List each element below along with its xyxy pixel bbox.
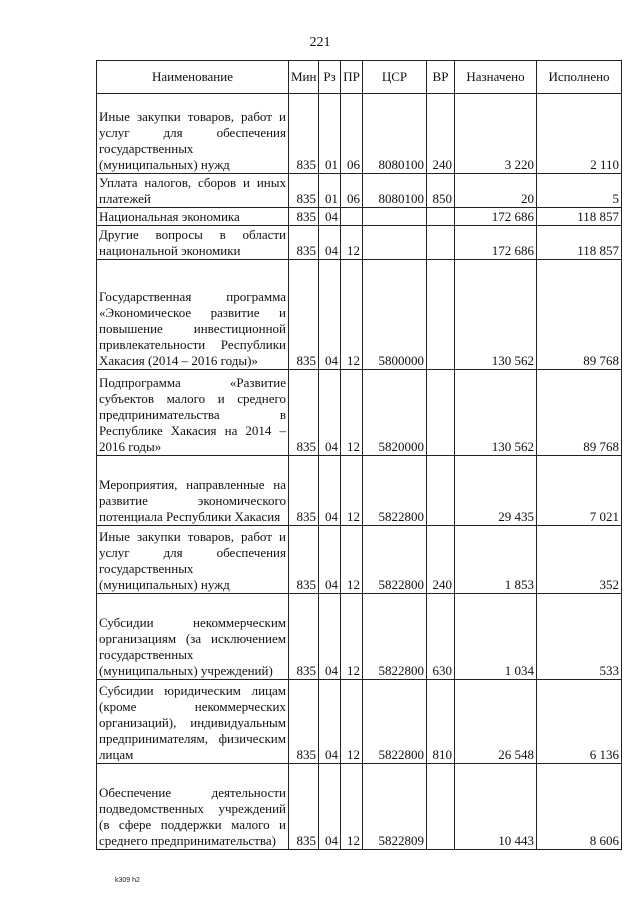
cell-vr: [427, 456, 455, 526]
cell-assigned: 29 435: [455, 456, 537, 526]
header-pr: ПР: [341, 61, 363, 94]
page-number: 221: [309, 35, 331, 50]
table-row: [97, 680, 622, 764]
cell-rz: 01: [319, 94, 341, 174]
cell-executed: 533: [537, 594, 622, 680]
cell-vr: 850: [427, 174, 455, 208]
cell-executed: 6 136: [537, 680, 622, 764]
cell-rz: 04: [319, 456, 341, 526]
cell-rz: 04: [319, 764, 341, 850]
cell-rz: 04: [319, 260, 341, 370]
cell-csr: [363, 208, 427, 226]
cell-pr: [341, 208, 363, 226]
header-csr: ЦСР: [363, 61, 427, 94]
table-header-row: [97, 61, 622, 94]
cell-min: 835: [289, 174, 319, 208]
cell-vr: [427, 764, 455, 850]
cell-csr: 5800000: [363, 260, 427, 370]
cell-assigned: 20: [455, 174, 537, 208]
cell-assigned: 1 034: [455, 594, 537, 680]
cell-min: 835: [289, 680, 319, 764]
header-assigned: Назначено: [455, 61, 537, 94]
cell-executed: 118 857: [537, 208, 622, 226]
cell-pr: 12: [341, 260, 363, 370]
cell-vr: [427, 208, 455, 226]
cell-rz: 01: [319, 174, 341, 208]
cell-assigned: 130 562: [455, 370, 537, 456]
cell-executed: 89 768: [537, 370, 622, 456]
table-row: [97, 208, 622, 226]
table-row: [97, 174, 622, 208]
cell-assigned: 10 443: [455, 764, 537, 850]
cell-executed: 89 768: [537, 260, 622, 370]
cell-csr: 5822800: [363, 456, 427, 526]
cell-assigned: 3 220: [455, 94, 537, 174]
header-executed: Исполнено: [537, 61, 622, 94]
cell-min: 835: [289, 208, 319, 226]
cell-rz: 04: [319, 370, 341, 456]
cell-name: Обеспечение деятельности подведомственных учреждений (в сфере поддержки малого и среднего предпринимательства): [97, 764, 289, 850]
cell-executed: 352: [537, 526, 622, 594]
cell-vr: [427, 260, 455, 370]
cell-name: Национальная экономика: [97, 208, 289, 226]
table-row: [97, 526, 622, 594]
cell-min: 835: [289, 370, 319, 456]
cell-pr: 12: [341, 594, 363, 680]
table-row: [97, 594, 622, 680]
cell-pr: 12: [341, 526, 363, 594]
header-name: Наименование: [97, 61, 289, 94]
cell-assigned: 26 548: [455, 680, 537, 764]
cell-name: Субсидии некоммерческим организациям (за исключением государственных (муниципальных) учреждений): [97, 594, 289, 680]
cell-csr: 5822800: [363, 526, 427, 594]
cell-assigned: 172 686: [455, 226, 537, 260]
cell-vr: 240: [427, 526, 455, 594]
cell-assigned: 130 562: [455, 260, 537, 370]
cell-assigned: 1 853: [455, 526, 537, 594]
table-row: [97, 260, 622, 370]
cell-executed: 7 021: [537, 456, 622, 526]
cell-vr: [427, 370, 455, 456]
cell-pr: 12: [341, 370, 363, 456]
cell-csr: 5822800: [363, 680, 427, 764]
header-rz: Рз: [319, 61, 341, 94]
cell-pr: 12: [341, 680, 363, 764]
cell-min: 835: [289, 456, 319, 526]
header-vr: ВР: [427, 61, 455, 94]
cell-rz: 04: [319, 526, 341, 594]
cell-csr: 8080100: [363, 174, 427, 208]
cell-vr: 240: [427, 94, 455, 174]
header-min: Мин: [289, 61, 319, 94]
cell-executed: 2 110: [537, 94, 622, 174]
table-row: [97, 370, 622, 456]
table-row: [97, 94, 622, 174]
cell-vr: 810: [427, 680, 455, 764]
cell-vr: [427, 226, 455, 260]
cell-rz: 04: [319, 680, 341, 764]
cell-executed: 118 857: [537, 226, 622, 260]
cell-min: 835: [289, 764, 319, 850]
table-row: [97, 456, 622, 526]
cell-name: Уплата налогов, сборов и иных платежей: [97, 174, 289, 208]
cell-pr: 06: [341, 174, 363, 208]
cell-vr: 630: [427, 594, 455, 680]
table-row: [97, 764, 622, 850]
cell-executed: 8 606: [537, 764, 622, 850]
cell-rz: 04: [319, 208, 341, 226]
cell-min: 835: [289, 260, 319, 370]
cell-name: Иные закупки товаров, работ и услуг для обеспечения государственных (муниципальных) нужд: [97, 94, 289, 174]
footer-code: k309 h2: [115, 877, 140, 884]
cell-min: 835: [289, 594, 319, 680]
cell-name: Государственная программа «Экономическое развитие и повышение инвестиционной привлекательности Республики Хакасия (2014 – 2016 годы)»: [97, 260, 289, 370]
cell-csr: [363, 226, 427, 260]
cell-pr: 12: [341, 456, 363, 526]
cell-name: Иные закупки товаров, работ и услуг для обеспечения государственных (муниципальных) нужд: [97, 526, 289, 594]
cell-csr: 5822800: [363, 594, 427, 680]
cell-pr: 06: [341, 94, 363, 174]
cell-name: Подпрограмма «Развитие субъектов малого и среднего предпринимательства в Республике Хакасия на 2014 – 2016 годы»: [97, 370, 289, 456]
cell-rz: 04: [319, 594, 341, 680]
cell-name: Субсидии юридическим лицам (кроме некоммерческих организаций), индивидуальным предпринимателям, физическим лицам: [97, 680, 289, 764]
cell-csr: 8080100: [363, 94, 427, 174]
cell-name: Мероприятия, направленные на развитие экономического потенциала Республики Хакасия: [97, 456, 289, 526]
budget-table: [96, 60, 622, 850]
table-row: [97, 226, 622, 260]
cell-min: 835: [289, 226, 319, 260]
cell-min: 835: [289, 526, 319, 594]
cell-csr: 5820000: [363, 370, 427, 456]
cell-executed: 5: [537, 174, 622, 208]
cell-assigned: 172 686: [455, 208, 537, 226]
cell-name: Другие вопросы в области национальной экономики: [97, 226, 289, 260]
cell-pr: 12: [341, 226, 363, 260]
cell-rz: 04: [319, 226, 341, 260]
cell-csr: 5822809: [363, 764, 427, 850]
cell-pr: 12: [341, 764, 363, 850]
cell-min: 835: [289, 94, 319, 174]
